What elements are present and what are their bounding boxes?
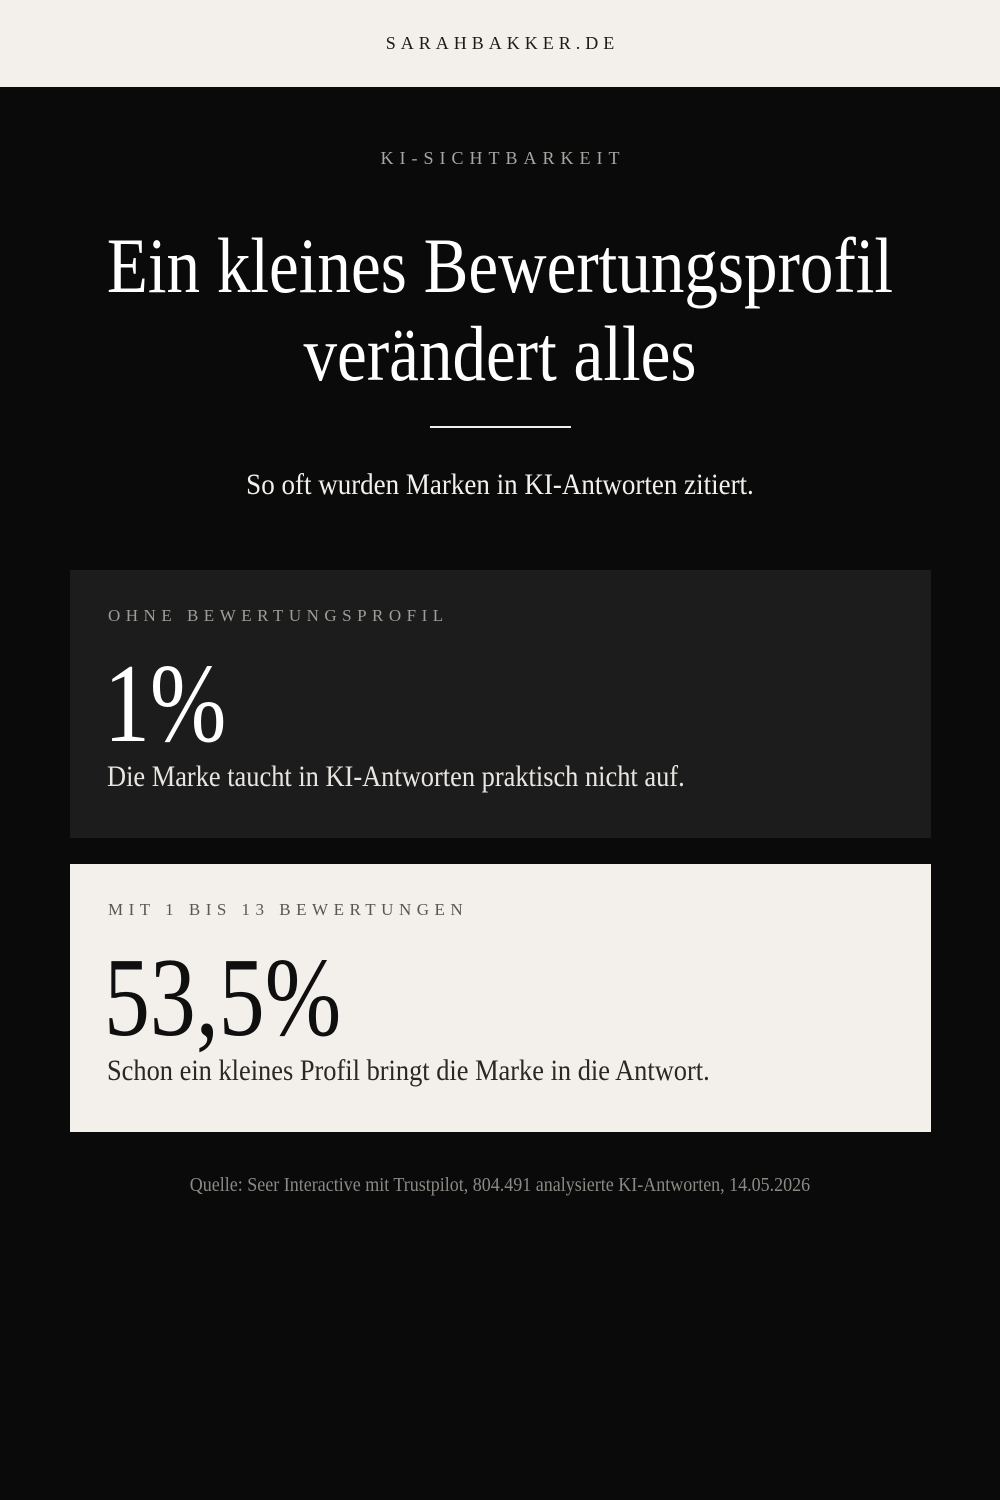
stat-card-description: Schon ein kleines Profil bringt die Marke in die Antwort. [107, 1054, 710, 1087]
stat-card-without-profile [70, 570, 931, 838]
eyebrow-label: KI-SICHTBARKEIT [380, 148, 626, 168]
stat-card-with-reviews [70, 864, 931, 1132]
stat-card-label: MIT 1 BIS 13 BEWERTUNGEN [108, 900, 469, 919]
title-line-1: Ein kleines Bewertungsprofil [106, 222, 894, 309]
stat-card-description: Die Marke taucht in KI-Antworten praktisch nicht auf. [107, 760, 685, 793]
site-brand[interactable]: SARAHBAKKER.DE [385, 33, 620, 53]
stat-card-label: OHNE BEWERTUNGSPROFIL [108, 606, 449, 625]
page-title [104, 222, 895, 398]
source-note: Quelle: Seer Interactive mit Trustpilot, 804.491 analysierte KI-Antworten, 14.05.2026 [189, 1174, 811, 1196]
title-line-2: verändert alles [303, 310, 697, 397]
subtitle: So oft wurden Marken in KI-Antworten zitiert. [246, 468, 754, 501]
title-divider [430, 426, 571, 428]
top-bar [0, 0, 1000, 87]
stat-card-value: 1% [104, 642, 227, 766]
stat-card-value: 53,5% [104, 936, 342, 1060]
